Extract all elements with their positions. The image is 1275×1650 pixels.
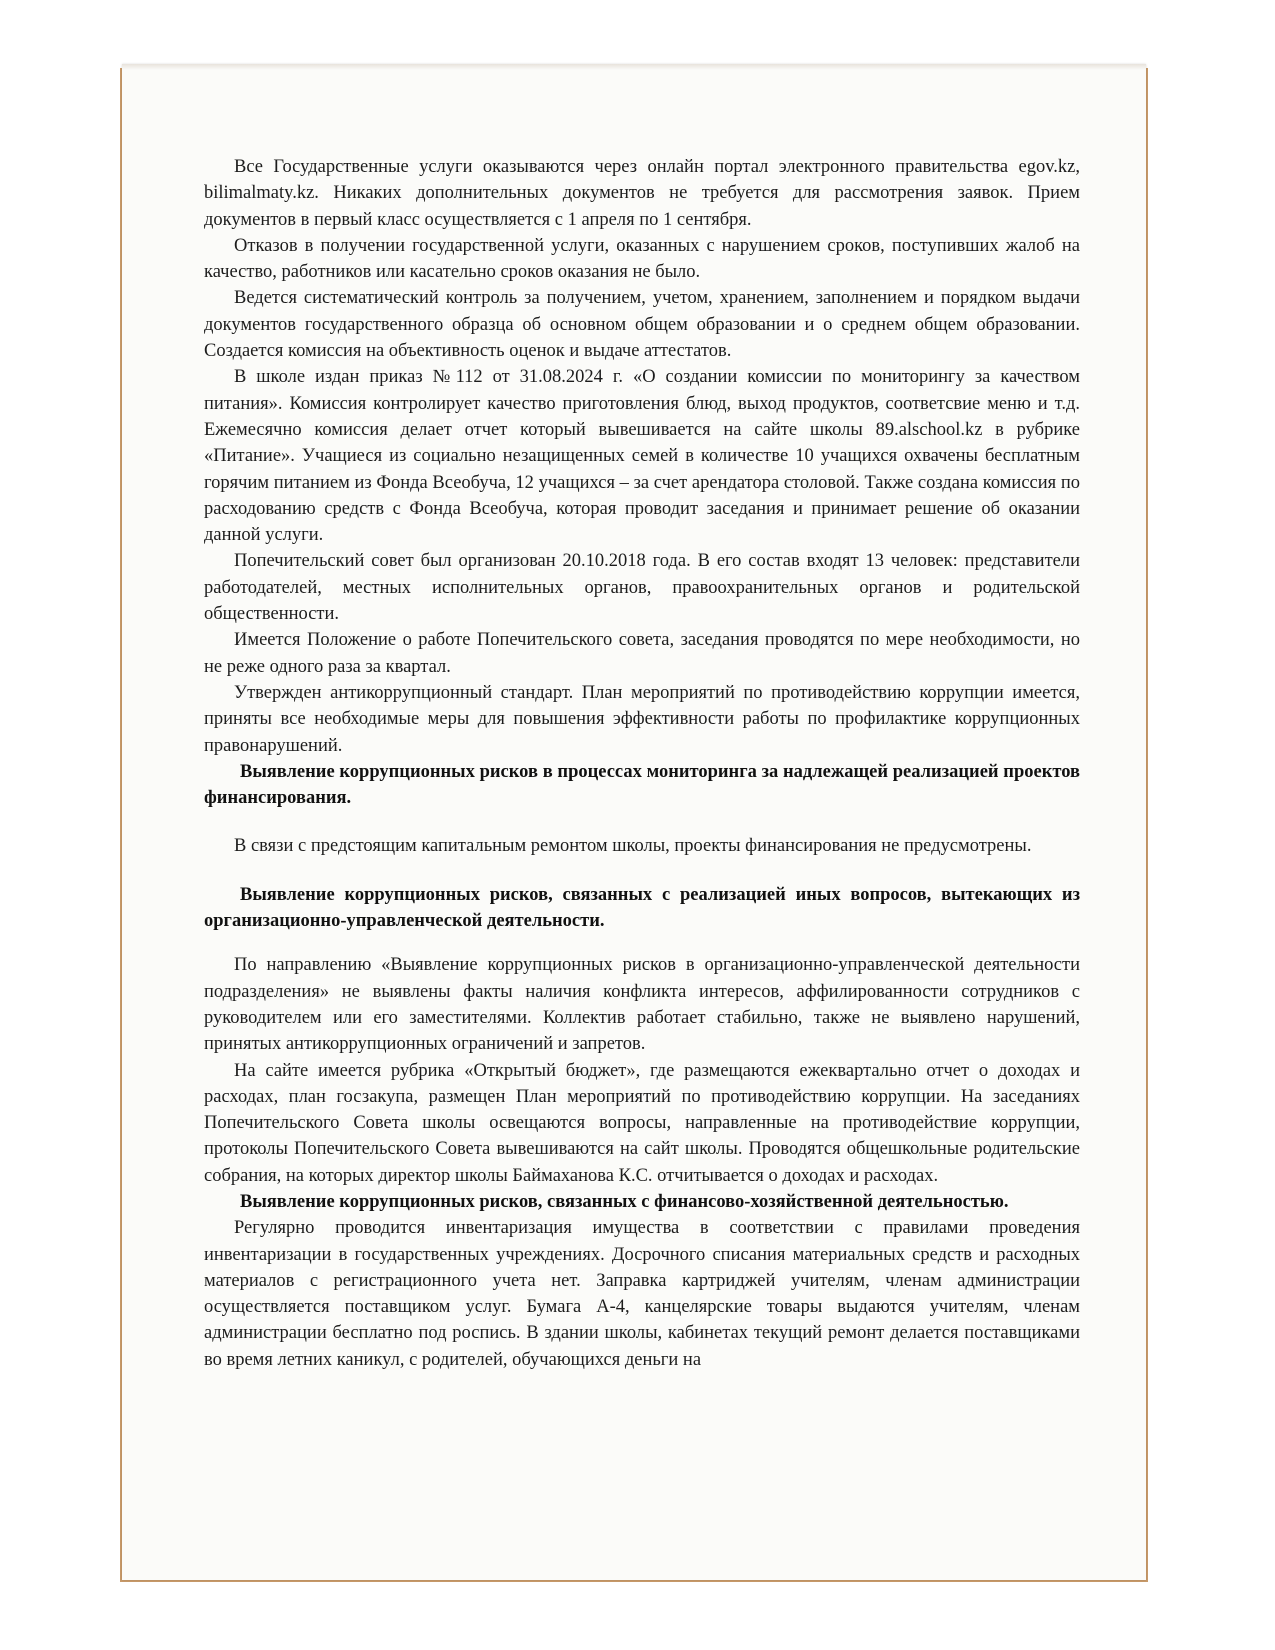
paragraph-gov-services: Все Государственные услуги оказываются через онлайн портал электронного правительства egov.kz, bilimalmaty.kz. Никаких дополнительных документов не требуется для рассмотрения заявок. Прием документов в первый класс осуществляется с 1 апреля по 1 сентября. xyxy=(204,157,1080,230)
paragraph-nutrition-commission: В школе издан приказ №112 от 31.08.2024 г. «О создании комиссии по мониторингу за качеством питания». Комиссия контролирует качество приготовления блюд, выход продуктов, соответсвие меню и т.д. Ежемесячно комиссия делает отчет который вывешивается на сайте школы 89.alschool.kz в рубрике «Питание». Учащиеся из социально незащищенных семей в количестве 10 учащихся охвачены бесплатным горячим питанием из Фонда Всеобуча, 12 учащихся – за счет арендатора столовой. Также создана комиссия по расходованию средств с Фонда Всеобуча, которая проводит заседания и принимает решение об оказании данной услуги. xyxy=(204,367,1080,546)
spacer xyxy=(204,811,1080,833)
heading-financial-risks: Выявление коррупционных рисков, связанных с финансово-хозяйственной деятельностью. xyxy=(240,1191,1009,1212)
paragraph-anticorruption-standard: Утвержден антикоррупционный стандарт. План мероприятий по противодействию коррупции имеется, приняты все необходимые меры для повышения эффективности работы по профилактике коррупционных правонарушений. xyxy=(204,682,1080,756)
spacer xyxy=(204,860,1080,882)
heading-organizational-risks: Выявление коррупционных рисков, связанных с реализацией иных вопросов, вытекающих из организационно-управленческой деятельности. xyxy=(204,884,1080,932)
paragraph-open-budget: На сайте имеется рубрика «Открытый бюджет», где размещаются ежеквартально отчет о доходах и расходах, план госзакупа, размещен План мероприятий по противодействию коррупции. На заседаниях Попечительского Совета школы освещаются вопросы, направленные на противодействие коррупции, протоколы Попечительского Совета вывешиваются на сайт школы. Проводятся общешкольные родительские собрания, на которых директор школы Баймаханова К.С. отчитывается о доходах и расходах. xyxy=(204,1060,1080,1186)
paragraph-organizational-direction: По направлению «Выявление коррупционных рисков в организационно-управленческой деятельности подразделения» не выявлены факты наличия конфликта интересов, аффилированности сотрудников с руководителем или его заместителями. Коллектив работает стабильно, также не выявлено нарушений, принятых антикоррупционных ограничений и запретов. xyxy=(204,955,1080,1055)
paragraph-no-refusals: Отказов в получении государственной услуги, оказанных с нарушением сроков, поступивших жалоб на качество, работников или касательно сроков оказания не было. xyxy=(204,235,1080,283)
paragraph-documents-control: Ведется систематический контроль за получением, учетом, хранением, заполнением и порядком выдачи документов государственного образца об основном общем образовании и о среднем общем образовании. Создается комиссия на объективность оценок и выдаче аттестатов. xyxy=(204,288,1080,362)
paragraph-board-regulation: Имеется Положение о работе Попечительского совета, заседания проводятся по мере необходимости, но не реже одного раза за квартал. xyxy=(204,630,1080,677)
paragraph-financing: В связи с предстоящим капитальным ремонтом школы, проекты финансирования не предусмотрены. xyxy=(234,836,1032,857)
document-page xyxy=(122,64,1146,1580)
heading-financing-risks: Выявление коррупционных рисков в процессах мониторинга за надлежащей реализацией проектов финансирования. xyxy=(204,761,1080,809)
paragraph-board-of-trustees: Попечительский совет был организован 20.10.2018 года. В его состав входят 13 человек: представители работодателей, местных исполнительных органов, правоохранительных органов и родительской общественности. xyxy=(204,551,1080,625)
document-body xyxy=(204,154,1080,1373)
paragraph-inventory: Регулярно проводится инвентаризация имущества в соответствии с правилами проведения инвентаризации в государственных учреждениях. Досрочного списания материальных средств и расходных материалов с регистрационного учета нет. Заправка картриджей учителям, членам администрации осуществляется поставщиком услуг. Бумага А-4, канцелярские товары выдаются учителям, членам администрации бесплатно под роспись. В здании школы, кабинетах текущий ремонт делается поставщиками во время летних каникул, с родителей, обучающихся деньги на xyxy=(204,1218,1080,1370)
